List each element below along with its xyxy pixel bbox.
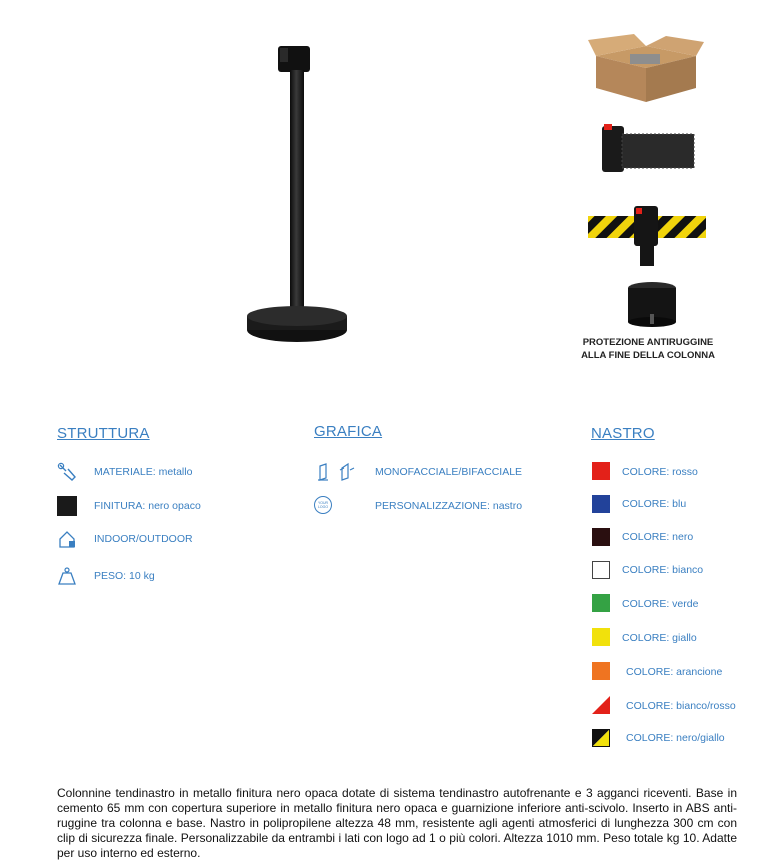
colore-nero-label: COLORE: nero	[622, 531, 694, 543]
swatch-blu	[592, 495, 610, 513]
caption-line-2: ALLA FINE DELLA COLONNA	[581, 350, 715, 361]
wrench-icon	[57, 462, 77, 482]
packaging-box-thumbnail	[586, 32, 706, 104]
weight-icon	[57, 566, 77, 586]
logo-icon-text: YOUR LOGO	[317, 501, 329, 509]
black-belt-thumbnail	[600, 120, 695, 180]
colore-rosso-label: COLORE: rosso	[622, 466, 698, 478]
swatch-nero	[592, 528, 610, 546]
swatch-verde	[592, 594, 610, 612]
swatch-rosso	[592, 462, 610, 480]
swatch-bianco-rosso	[592, 696, 610, 714]
colore-giallo-label: COLORE: giallo	[622, 632, 697, 644]
peso-label: PESO: 10 kg	[94, 570, 155, 582]
monofacciale-label: MONOFACCIALE/BIFACCIALE	[375, 466, 523, 478]
colore-bianco-label: COLORE: bianco	[622, 564, 704, 576]
nastro-title: NASTRO	[591, 425, 655, 442]
colore-blu-label: COLORE: blu	[622, 498, 687, 510]
caption-line-1: PROTEZIONE ANTIRUGGINE	[582, 337, 714, 348]
finitura-label: FINITURA: nero opaco	[94, 500, 201, 512]
product-description: Colonnine tendinastro in metallo finitura nero opaca dotate di sistema tendinastro autofrenante e 3 agganci riceventi. Base in cemento 65 mm con copertura superiore in metallo finitura nero opaca e guarnizione inferiore anti-scivolo. Inserto in ABS anti-ruggine tra colonna e base. Nastro in polipropilene altezza 48 mm, resistente agli agenti atmosferici di lunghezza 300 cm con clip di sicurezza finale. Personalizzabile da entrambi i lati con logo ad 1 o più colori. Altezza 1010 mm. Peso totale kg 10. Adatte per uso interno ed esterno.	[57, 786, 737, 860]
materiale-label: MATERIALE: metallo	[94, 466, 193, 478]
colore-verde-label: COLORE: verde	[622, 598, 699, 610]
swatch-bianco	[592, 561, 610, 579]
struttura-title: STRUTTURA	[57, 425, 150, 442]
house-icon	[57, 529, 77, 549]
thumbnail-caption	[568, 336, 728, 362]
colore-arancione-label: COLORE: arancione	[626, 666, 723, 678]
black-square-icon	[57, 496, 77, 516]
sides-icon	[314, 462, 356, 482]
swatch-nero-giallo	[592, 729, 610, 747]
colore-bianco-rosso-label: COLORE: bianco/rosso	[626, 700, 736, 712]
striped-belt-thumbnail	[588, 200, 706, 266]
swatch-arancione	[592, 662, 610, 680]
swatch-giallo	[592, 628, 610, 646]
stanchion-product-image	[240, 40, 360, 345]
colore-nero-giallo-label: COLORE: nero/giallo	[626, 732, 725, 744]
indoor-outdoor-label: INDOOR/OUTDOOR	[94, 533, 193, 545]
grafica-title: GRAFICA	[314, 423, 383, 440]
personalizzazione-label: PERSONALIZZAZIONE: nastro	[375, 500, 523, 512]
anti-rust-cap-thumbnail	[622, 280, 682, 328]
logo-icon	[314, 496, 332, 514]
